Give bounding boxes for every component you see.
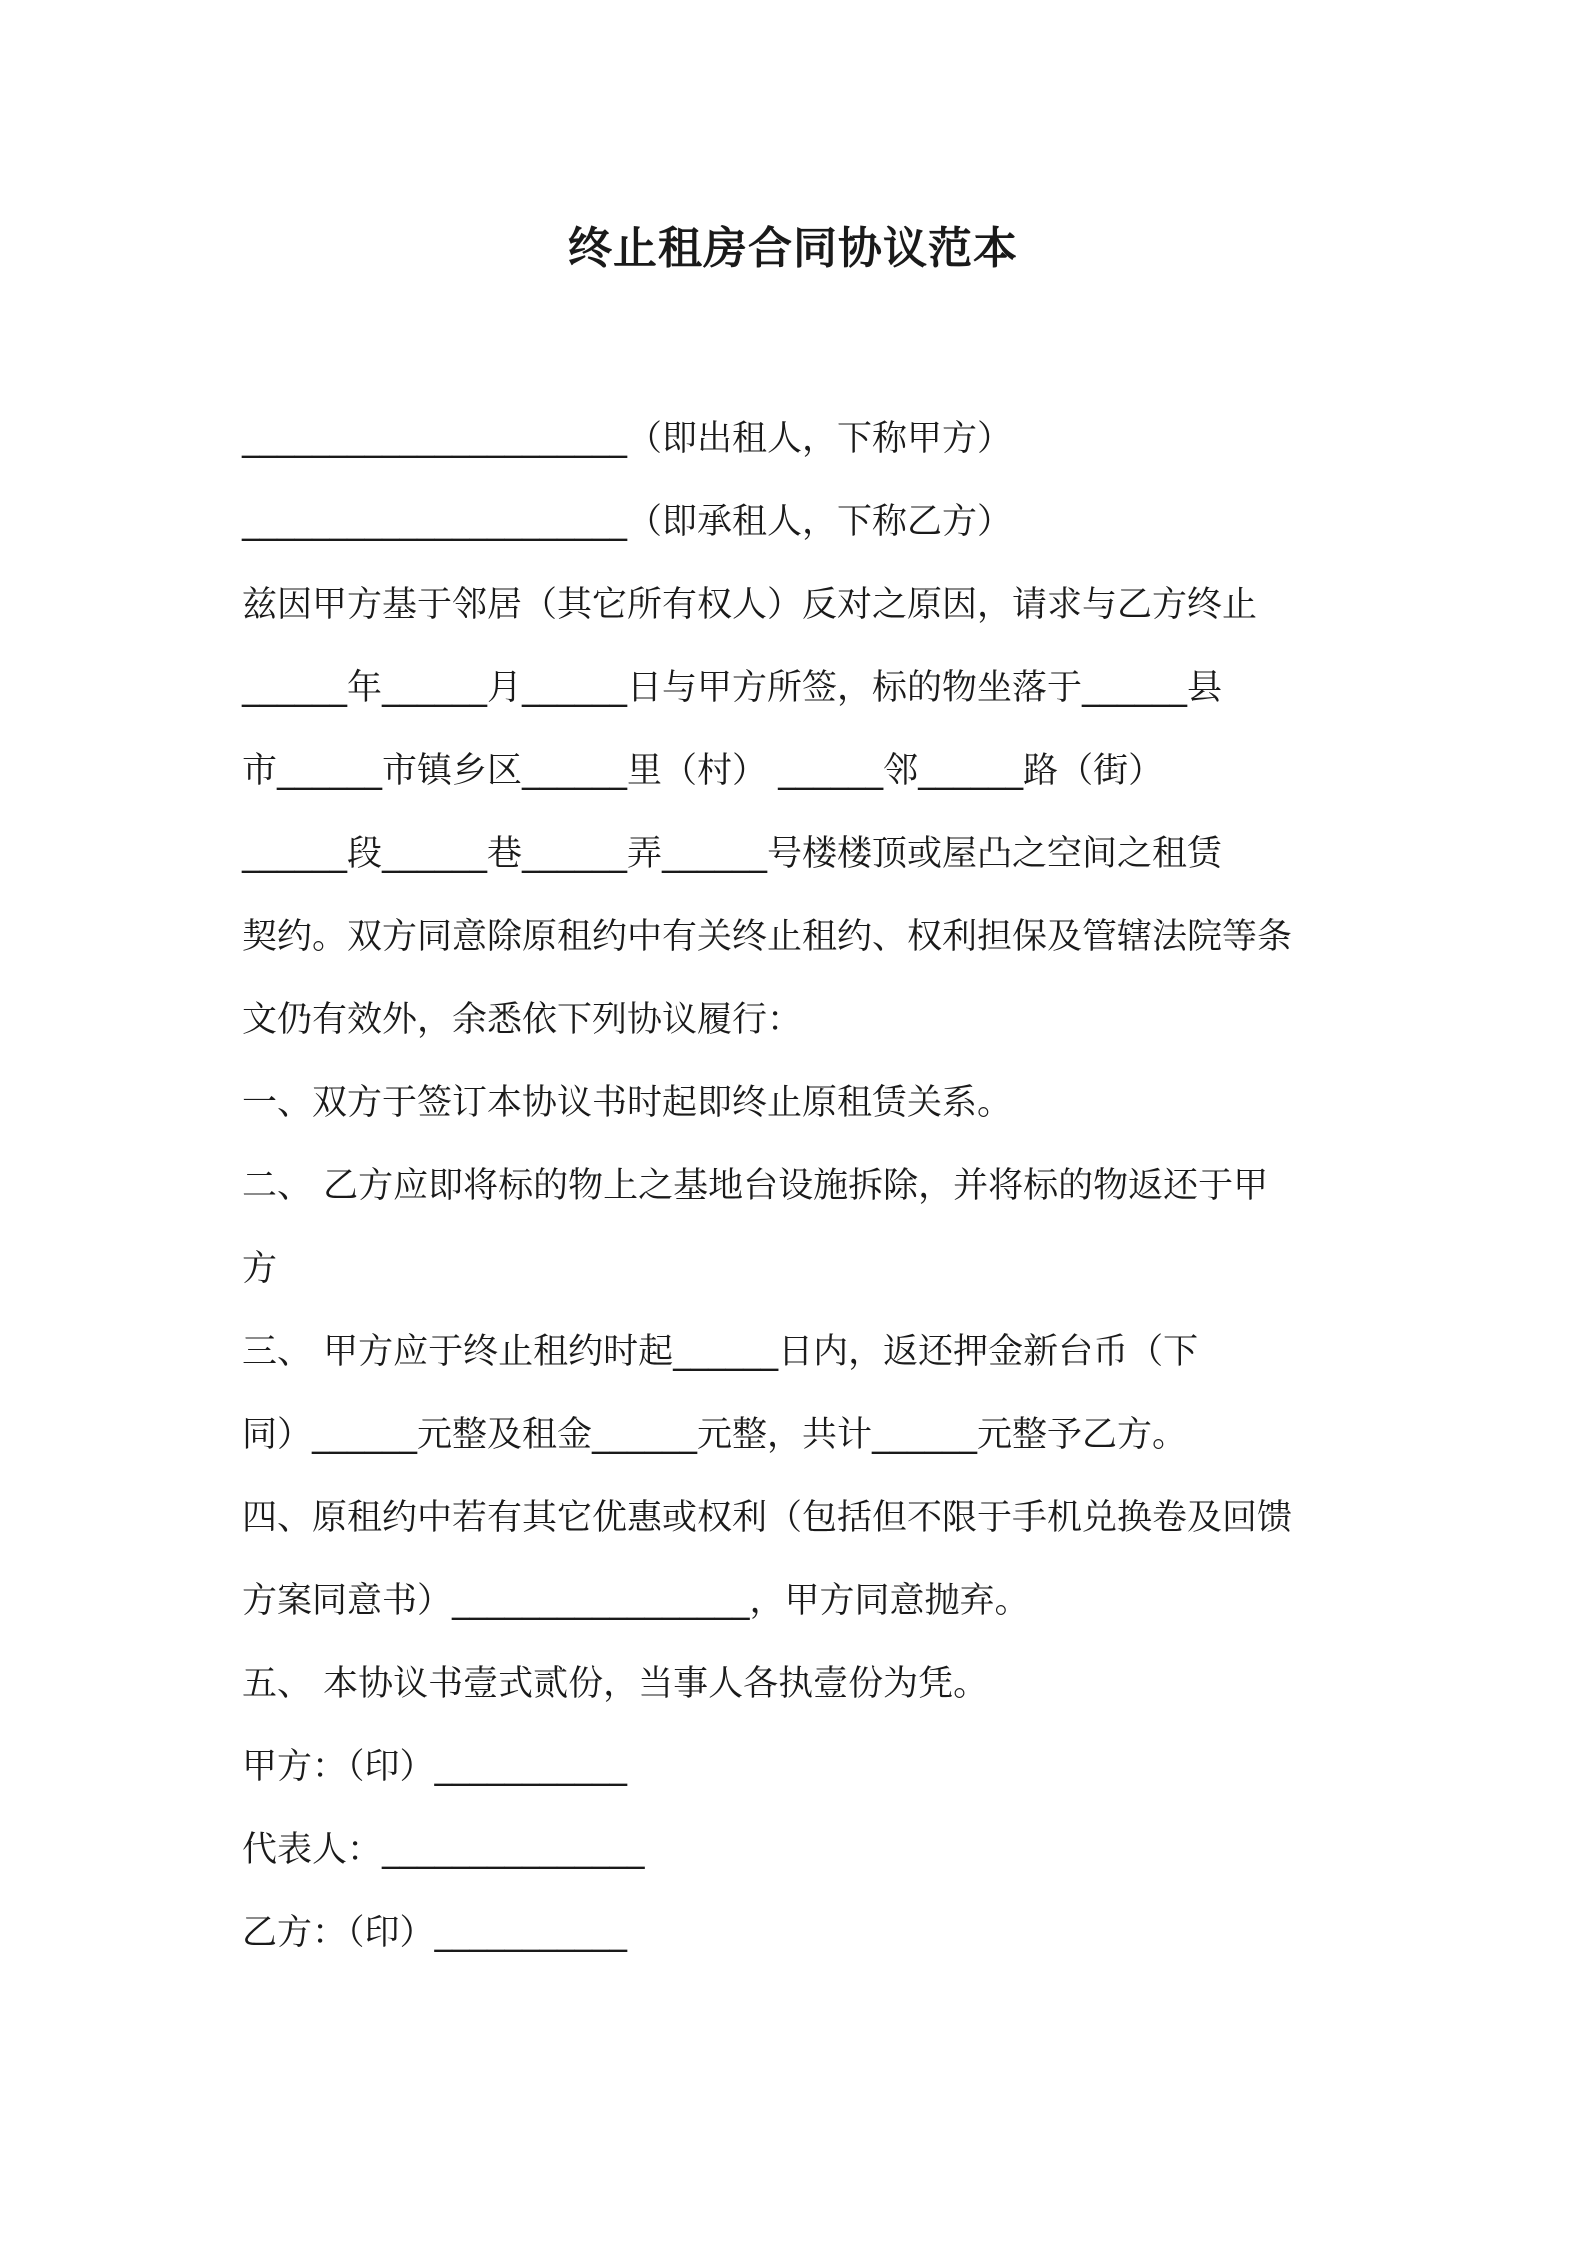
signature-party-b: 乙方：（印）___________ <box>242 1913 628 1953</box>
clause-4-line-2: 方案同意书）_________________，甲方同意抛弃。 <box>242 1581 1030 1621</box>
clause-3-line-2: 同）______元整及租金______元整，共计______元整予乙方。 <box>242 1415 1188 1455</box>
clause-4-line-1: 四、原租约中若有其它优惠或权利（包括但不限于手机兑换卷及回馈 <box>242 1498 1293 1538</box>
signature-representative: 代表人：_______________ <box>242 1830 645 1870</box>
preamble-line-5: 契约。双方同意除原租约中有关终止租约、权利担保及管辖法院等条 <box>242 917 1293 957</box>
party-b-line: ______________________（即承租人，下称乙方） <box>242 502 1013 542</box>
signature-party-a: 甲方：（印）___________ <box>242 1747 628 1787</box>
document-body <box>242 398 1362 1975</box>
preamble-line-1: 兹因甲方基于邻居（其它所有权人）反对之原因，请求与乙方终止 <box>242 585 1258 625</box>
clause-5: 五、 本协议书壹式贰份，当事人各执壹份为凭。 <box>242 1664 989 1704</box>
document-title: 终止租房合同协议范本 <box>568 223 1018 274</box>
clause-2-line-2: 方 <box>242 1249 278 1289</box>
clause-3-line-1: 三、 甲方应于终止租约时起______日内，返还押金新台币（下 <box>242 1332 1199 1372</box>
preamble-line-2: ______年______月______日与甲方所签，标的物坐落于______县 <box>242 668 1223 708</box>
preamble-line-3: 市______市镇乡区______里（村） ______邻______路（街） <box>242 751 1164 791</box>
clause-1: 一、双方于签订本协议书时起即终止原租赁关系。 <box>242 1083 1013 1123</box>
party-a-line: ______________________（即出租人，下称甲方） <box>242 419 1013 459</box>
preamble-line-4: ______段______巷______弄______号楼楼顶或屋凸之空间之租赁 <box>242 834 1223 874</box>
preamble-line-6: 文仍有效外，余悉依下列协议履行： <box>242 1000 803 1040</box>
clause-2-line-1: 二、 乙方应即将标的物上之基地台设施拆除，并将标的物返还于甲 <box>242 1166 1269 1206</box>
